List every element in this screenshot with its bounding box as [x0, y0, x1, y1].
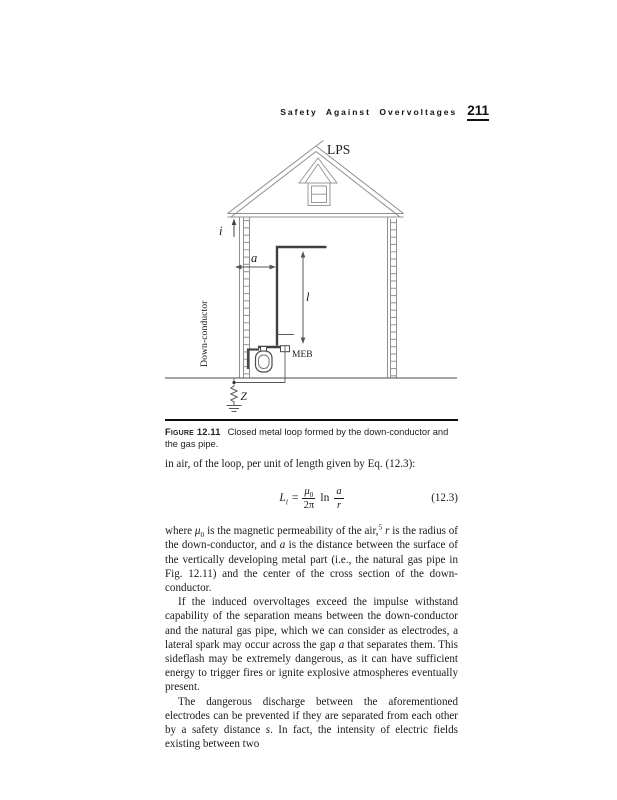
meb-label: MEB [292, 350, 313, 360]
page-number: 211 [467, 104, 489, 121]
paragraph-sideflash: If the induced overvoltages exceed the impulse withstand capability of the separation means between the down-conductor and the natural gas pipe, which we can consider as electrodes, a lateral spark may occur across the gap a that separates them. This sideflash may be extremely dangerous, as it can have sufficient energy to trigger fires or ignite explosive atmospheres eventually present. [165, 596, 458, 694]
meb-clamp [281, 346, 290, 352]
ln-operator: ln [320, 492, 330, 505]
paragraph-where: where $\mu_0$ is the magnetic permeability of the air,$^5$ r is the radius of the down-conductor, and a is the distance between the surface of the vertically developing metal part (i.e., the natural gas pipe in Fig. 12.11) and the center of the cross section of the down-conductor. [165, 522, 458, 595]
earth-impedance [227, 385, 242, 412]
current-label: i [219, 224, 223, 238]
figure-12-11-diagram [160, 138, 460, 420]
length-dimension [301, 251, 306, 344]
equation-lhs: L [279, 492, 286, 505]
air-terminal-line [316, 141, 324, 147]
figure-caption-tag: Figure 12.11 [165, 427, 221, 437]
running-head [165, 104, 489, 121]
gap-label: a [251, 251, 258, 265]
current-arrow [232, 219, 237, 238]
down-conductor-label: Down-conductor [199, 300, 210, 367]
length-label: l [306, 290, 310, 304]
equation-number: (12.3) [431, 492, 458, 505]
paragraph-safety-distance: The dangerous discharge between the aforementioned electrodes can be prevented if they are separated from each other by a safety distance s. In fact, the intensity of electric fields existing between two [165, 695, 458, 751]
figure-caption-text: Closed metal loop formed by the down-conductor and the gas pipe. [165, 427, 449, 449]
ar-fraction: $\frac{a}{r}$ [336, 485, 342, 511]
figure-caption [165, 419, 458, 450]
equals-sign: = [291, 492, 299, 505]
lps-label: LPS [327, 142, 351, 157]
dormer-window [299, 158, 337, 206]
chapter-title: Safety Against Overvoltages [280, 107, 458, 117]
body-text [165, 457, 458, 751]
equation-expression: $L_l$ = $\frac{\mu_0}{2\pi}$ ln $\frac{a}{r}$ [279, 485, 342, 511]
impedance-label: Z [240, 391, 247, 403]
equation-12-3 [165, 480, 458, 516]
down-conductor-right [391, 219, 397, 378]
mu-fraction: $\frac{\mu_0}{2\pi}$ [303, 485, 315, 511]
gap-dimension [235, 265, 276, 270]
paragraph-intro: in air, of the loop, per unit of length given by Eq. (12.3): [165, 458, 416, 470]
